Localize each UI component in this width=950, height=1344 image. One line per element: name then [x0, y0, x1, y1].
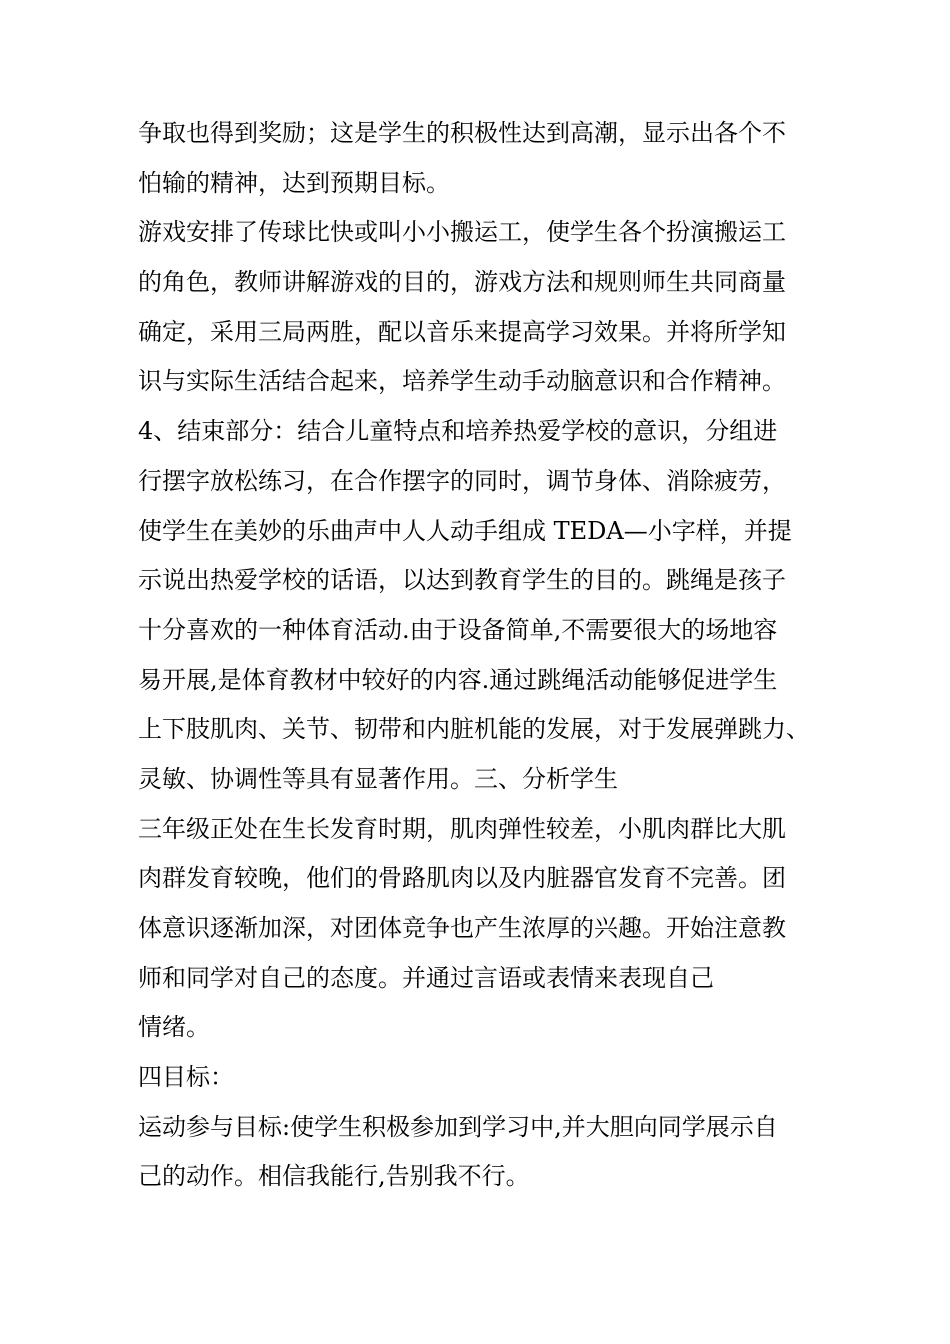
text-line: 四目标：: [138, 1063, 234, 1092]
text-line: 的角色，教师讲解游戏的目的，游戏方法和规则师生共同商量: [138, 268, 786, 297]
text-line: 易开展,是体育教材中较好的内容.通过跳绳活动能够促进学生: [138, 665, 778, 694]
text-line: 使学生在美妙的乐曲声中人人动手组成 TEDA—小字样，并提: [138, 516, 792, 545]
text-line: 识与实际生活结合起来，培养学生动手动脑意识和合作精神。: [138, 367, 786, 396]
text-line: 4、结束部分：结合儿童特点和培养热爱学校的意识，分组进: [138, 417, 778, 446]
text-line: 上下肢肌肉、关节、韧带和内脏机能的发展，对于发展弹跳力、: [138, 715, 810, 744]
text-line: 灵敏、协调性等具有显著作用。三、分析学生: [138, 764, 618, 793]
text-line: 争取也得到奖励；这是学生的积极性达到高潮，显示出各个不: [138, 119, 786, 147]
text-line: 师和同学对自己的态度。并通过言语或表情来表现自己: [138, 963, 714, 992]
body-text: [138, 109, 858, 1202]
text-line: 情绪。: [138, 1013, 210, 1042]
text-line: 运动参与目标:使学生积极参加到学习中,并大胆向同学展示自: [138, 1112, 778, 1141]
text-line: 三年级正处在生长发育时期，肌肉弹性较差，小肌肉群比大肌: [138, 814, 786, 843]
text-line: 游戏安排了传球比快或叫小小搬运工，使学生各个扮演搬运工: [138, 218, 786, 247]
text-line: 体意识逐渐加深，对团体竞争也产生浓厚的兴趣。开始注意教: [138, 914, 786, 942]
text-line: 示说出热爱学校的话语，以达到教育学生的目的。跳绳是孩子: [138, 566, 786, 595]
text-line: 确定，采用三局两胜，配以音乐来提高学习效果。并将所学知: [138, 317, 786, 346]
text-line: 肉群发育较晚，他们的骨路肌肉以及内脏器官发育不完善。团: [138, 864, 786, 893]
text-line: 怕输的精神，达到预期目标。: [138, 168, 450, 197]
text-line: 十分喜欢的一种体育活动.由于设备简单,不需要很大的场地容: [138, 615, 778, 644]
text-line: 行摆字放松练习，在合作摆字的同时，调节身体、消除疲劳，: [138, 466, 786, 495]
text-line: 己的动作。相信我能行,告别我不行。: [138, 1162, 530, 1191]
